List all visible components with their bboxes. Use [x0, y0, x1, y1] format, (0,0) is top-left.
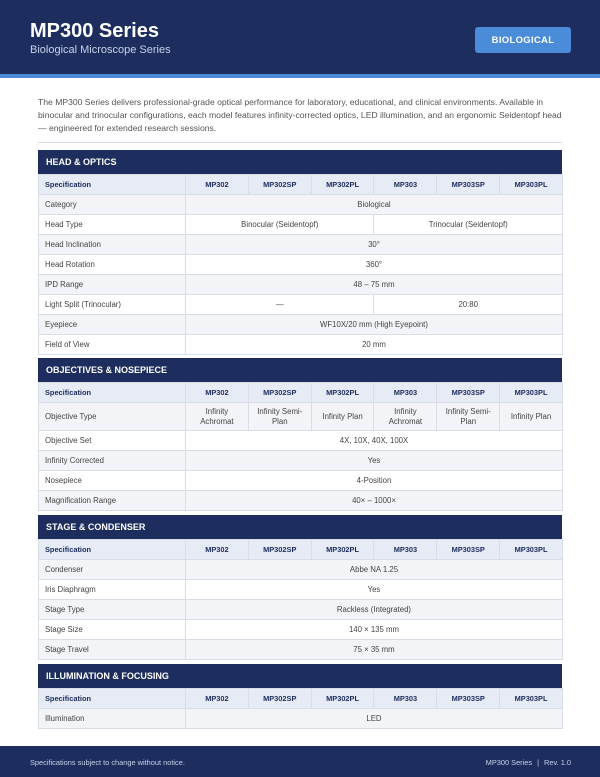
row-label: Objective Type	[39, 403, 186, 431]
intro-paragraph: The MP300 Series delivers professional-grade optical performance for laboratory, educational, and clinical environments. Available in binocular and trinocular configurations, each model features infinity-corrected optics, LED illumination, and an ergonomic Seidentopf head — engineered for extended research sessions.	[38, 97, 562, 133]
table-header-row	[39, 689, 563, 709]
row-value: 40× – 1000×	[186, 491, 563, 511]
table-row	[39, 235, 563, 255]
table-header-row	[39, 175, 563, 195]
row-value: Infinity Plan	[500, 403, 563, 431]
row-value: Yes	[186, 580, 563, 600]
row-value: Infinity Plan	[311, 403, 374, 431]
table-row	[39, 620, 563, 640]
row-label: Nosepiece	[39, 471, 186, 491]
category-badge: BIOLOGICAL	[475, 27, 571, 53]
column-header: MP302	[186, 383, 249, 403]
row-value: Infinity Achromat	[374, 403, 437, 431]
section-title: ILLUMINATION & FOCUSING	[38, 664, 562, 688]
row-value: 4X, 10X, 40X, 100X	[186, 431, 563, 451]
table-header-row	[39, 540, 563, 560]
row-label: Stage Travel	[39, 640, 186, 660]
accent-bar	[0, 74, 600, 78]
column-header: MP303SP	[437, 383, 500, 403]
section-title: HEAD & OPTICS	[38, 150, 562, 174]
column-header: MP303	[374, 175, 437, 195]
row-value: Abbe NA 1.25	[186, 560, 563, 580]
row-value: Infinity Semi-Plan	[437, 403, 500, 431]
column-header: Specification	[39, 383, 186, 403]
page-title: MP300 Series	[30, 20, 159, 42]
row-value: 30°	[186, 235, 563, 255]
column-header: MP303SP	[437, 689, 500, 709]
footer-rev: Rev. 1.0	[544, 758, 571, 767]
row-value: Biological	[186, 195, 563, 215]
row-value: 4-Position	[186, 471, 563, 491]
column-header: MP302SP	[248, 383, 311, 403]
column-header: MP302PL	[311, 540, 374, 560]
column-header: MP302SP	[248, 689, 311, 709]
row-label: Objective Set	[39, 431, 186, 451]
row-label: Iris Diaphragm	[39, 580, 186, 600]
table-row	[39, 215, 563, 235]
row-value: —	[186, 295, 374, 315]
table-row	[39, 315, 563, 335]
column-header: MP302	[186, 540, 249, 560]
section-objectives	[38, 358, 562, 511]
row-label: Head Type	[39, 215, 186, 235]
table-row	[39, 491, 563, 511]
spec-table	[38, 382, 563, 511]
section-head-optics	[38, 150, 562, 355]
row-value: Infinity Semi-Plan	[248, 403, 311, 431]
table-row	[39, 335, 563, 355]
row-label: Condenser	[39, 560, 186, 580]
table-row	[39, 600, 563, 620]
column-header: MP303PL	[500, 383, 563, 403]
table-row	[39, 295, 563, 315]
row-value: 20 mm	[186, 335, 563, 355]
table-header-row	[39, 383, 563, 403]
row-value: WF10X/20 mm (High Eyepoint)	[186, 315, 563, 335]
column-header: MP302SP	[248, 540, 311, 560]
row-label: Stage Type	[39, 600, 186, 620]
row-value: Infinity Achromat	[186, 403, 249, 431]
footer-separator: |	[537, 758, 540, 767]
footer-series: MP300 Series	[485, 758, 533, 767]
row-label: Eyepiece	[39, 315, 186, 335]
table-row	[39, 580, 563, 600]
column-header: MP303SP	[437, 175, 500, 195]
row-value: Rackless (Integrated)	[186, 600, 563, 620]
row-value: 360°	[186, 255, 563, 275]
column-header: Specification	[39, 689, 186, 709]
table-row	[39, 560, 563, 580]
row-label: Head Inclination	[39, 235, 186, 255]
column-header: MP303	[374, 540, 437, 560]
page-subtitle: Biological Microscope Series	[30, 44, 171, 56]
section-stage	[38, 515, 562, 660]
table-row	[39, 195, 563, 215]
column-header: MP303	[374, 689, 437, 709]
row-label: Category	[39, 195, 186, 215]
spec-table	[38, 174, 563, 355]
row-label: Stage Size	[39, 620, 186, 640]
spec-table	[38, 539, 563, 660]
column-header: MP302PL	[311, 383, 374, 403]
row-label: Light Split (Trinocular)	[39, 295, 186, 315]
row-value: Binocular (Seidentopf)	[186, 215, 374, 235]
column-header: MP303PL	[500, 175, 563, 195]
footer-disclaimer: Specifications subject to change without notice.	[30, 758, 185, 767]
row-label: Magnification Range	[39, 491, 186, 511]
column-header: Specification	[39, 175, 186, 195]
row-value: 48 – 75 mm	[186, 275, 563, 295]
column-header: MP302PL	[311, 689, 374, 709]
column-header: MP302	[186, 175, 249, 195]
row-label: Infinity Corrected	[39, 451, 186, 471]
row-label: IPD Range	[39, 275, 186, 295]
row-value: 75 × 35 mm	[186, 640, 563, 660]
column-header: MP302SP	[248, 175, 311, 195]
section-title: OBJECTIVES & NOSEPIECE	[38, 358, 562, 382]
column-header: MP303SP	[437, 540, 500, 560]
footer-revision	[486, 758, 571, 767]
row-value: Yes	[186, 451, 563, 471]
row-value: 20:80	[374, 295, 562, 315]
row-label: Head Rotation	[39, 255, 186, 275]
table-row	[39, 640, 563, 660]
divider	[38, 142, 562, 143]
table-row	[39, 451, 563, 471]
section-illumination	[38, 664, 562, 729]
table-row	[39, 403, 563, 431]
table-row	[39, 709, 563, 729]
row-label: Illumination	[39, 709, 186, 729]
column-header: MP302PL	[311, 175, 374, 195]
row-value: Trinocular (Seidentopf)	[374, 215, 562, 235]
table-row	[39, 275, 563, 295]
table-row	[39, 431, 563, 451]
spec-table	[38, 688, 563, 729]
row-value: 140 × 135 mm	[186, 620, 563, 640]
column-header: MP303PL	[500, 540, 563, 560]
section-title: STAGE & CONDENSER	[38, 515, 562, 539]
column-header: MP303PL	[500, 689, 563, 709]
column-header: Specification	[39, 540, 186, 560]
table-row	[39, 471, 563, 491]
row-value: LED	[186, 709, 563, 729]
table-row	[39, 255, 563, 275]
column-header: MP302	[186, 689, 249, 709]
page-footer	[0, 746, 600, 777]
page-header	[0, 0, 600, 74]
column-header: MP303	[374, 383, 437, 403]
row-label: Field of View	[39, 335, 186, 355]
